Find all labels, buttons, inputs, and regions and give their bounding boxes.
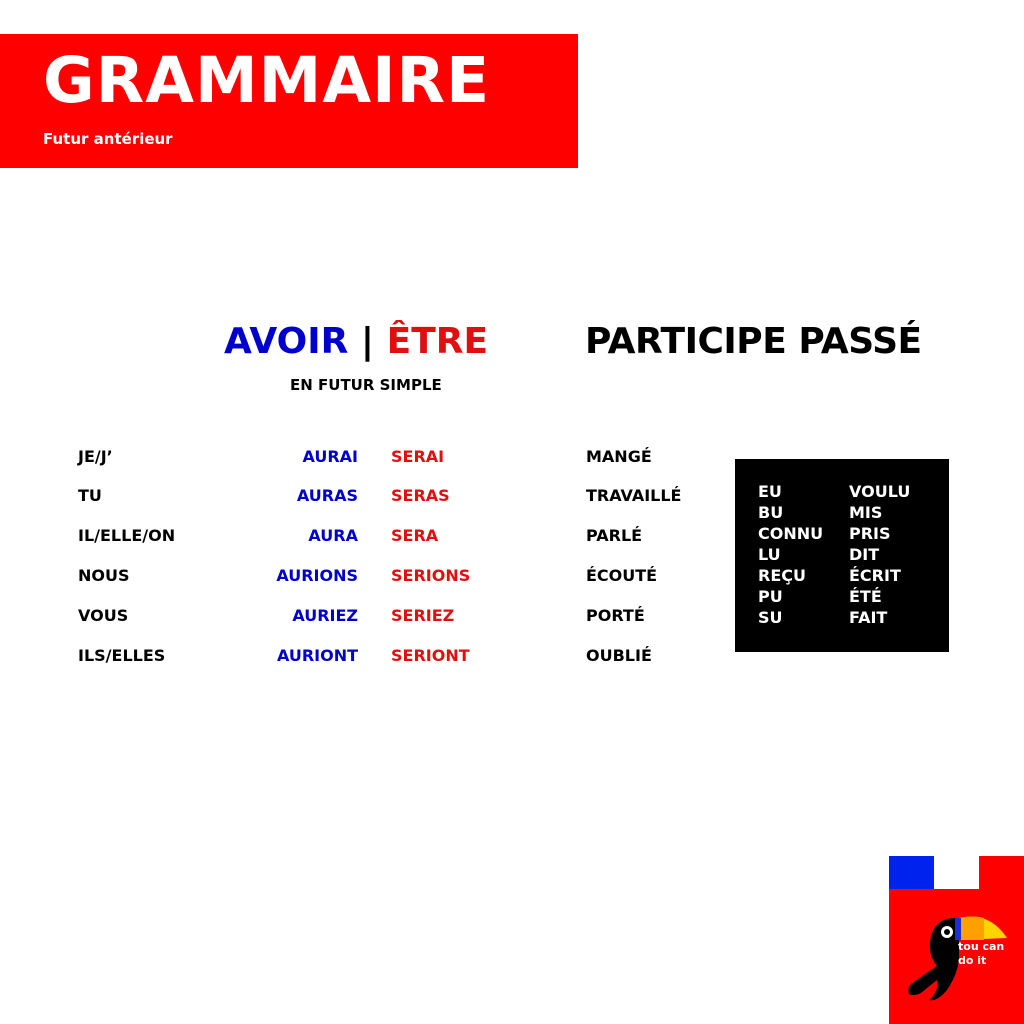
irregular-participle: DIT	[849, 545, 880, 564]
etre-form: SERAS	[391, 486, 450, 505]
participle-example: MANGÉ	[586, 447, 652, 466]
auxiliary-subheading: EN FUTUR SIMPLE	[290, 376, 442, 394]
auxiliary-heading	[224, 320, 488, 364]
irregular-participle: CONNU	[758, 524, 824, 543]
avoir-form: AURIONS	[276, 566, 358, 585]
irregular-column-right	[849, 481, 910, 628]
etre-form: SERIONS	[391, 566, 471, 585]
avoir-form: AURA	[308, 526, 358, 545]
irregular-participle: MIS	[849, 503, 883, 522]
pronoun: IL/ELLE/ON	[78, 526, 176, 545]
participle-example: OUBLIÉ	[586, 646, 652, 665]
avoir-form: AURAI	[302, 447, 358, 466]
brand-line-2: do it	[958, 954, 987, 967]
brand-logo	[889, 856, 1024, 1024]
irregular-participle: BU	[758, 503, 784, 522]
irregular-participle: FAIT	[849, 608, 888, 627]
participle-example: TRAVAILLÉ	[586, 486, 682, 505]
participle-example: PORTÉ	[586, 606, 645, 625]
irregular-participle: VOULU	[849, 482, 911, 501]
pronoun: ILS/ELLES	[78, 646, 166, 665]
avoir-form: AURIEZ	[292, 606, 358, 625]
irregular-participle: PU	[758, 587, 783, 606]
etre-form: SERIONT	[391, 646, 470, 665]
page-subtitle: Futur antérieur	[43, 130, 173, 148]
etre-form: SERAI	[391, 447, 445, 466]
irregular-participles-box	[735, 459, 949, 652]
irregular-participle: EU	[758, 482, 782, 501]
irregular-participle: SU	[758, 608, 783, 627]
brand-line-1: tou can	[958, 940, 1005, 953]
participle-example: ÉCOUTÉ	[586, 566, 658, 585]
irregular-participle: PRIS	[849, 524, 891, 543]
avoir-form: AURIONT	[276, 646, 358, 665]
pronoun: TU	[78, 486, 102, 505]
avoir-form: AURAS	[296, 486, 358, 505]
etre-label: ÊTRE	[386, 321, 489, 362]
participle-heading: PARTICIPE PASSÉ	[585, 321, 922, 362]
header-banner	[0, 34, 578, 168]
pronoun: VOUS	[78, 606, 129, 625]
irregular-participle: LU	[758, 545, 781, 564]
irregular-column-left	[758, 481, 823, 628]
pronoun: NOUS	[78, 566, 130, 585]
page-title: GRAMMAIRE	[43, 44, 491, 117]
irregular-participle: ÉTÉ	[849, 587, 882, 606]
separator: |	[360, 321, 375, 362]
participle-example: PARLÉ	[586, 526, 643, 545]
avoir-label: AVOIR	[224, 321, 349, 362]
irregular-participle: REÇU	[758, 566, 806, 585]
brand-text	[958, 940, 1018, 968]
etre-form: SERA	[391, 526, 439, 545]
irregular-participle: ÉCRIT	[849, 566, 901, 585]
pronoun: JE/J’	[78, 447, 113, 466]
etre-form: SERIEZ	[391, 606, 455, 625]
